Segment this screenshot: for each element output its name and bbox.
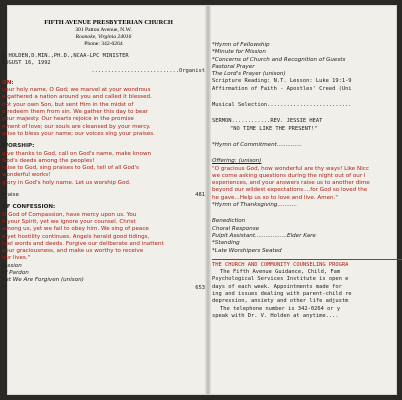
counseling-text-line: ing and issues dealing with parent-child re — [212, 291, 352, 298]
counseling-box — [212, 259, 402, 320]
hymn-row — [2, 285, 205, 292]
worship-label: WORSHIP: — [2, 143, 35, 150]
affirmation-line: Affirmation of Faith - Apostles' Creed (Uni — [212, 85, 352, 92]
confession-text-line: our lives." — [2, 255, 31, 262]
commitment-hymn-line: *Hymn of Commitment.............. — [212, 141, 302, 148]
confession-text-line: e yet hostility continues. Angels herald good tidings, — [2, 233, 150, 240]
page-fold — [205, 6, 211, 394]
left-panel — [2, 6, 205, 394]
counseling-text-line: depression, anxiety and other life adjustm — [212, 298, 349, 305]
worship-text-line: raise to God, sing praises to God, tell of all God's — [2, 165, 139, 172]
sermon-title: "NO TIME LIKE THE PRESENT!" — [230, 125, 318, 132]
minister-line: E HOLDEN,D.MIN.,PH.D.,NCAA-LPC MINISTER — [2, 53, 129, 59]
offering-text-line: he gave...Help us so to love and live. Amen." — [212, 194, 338, 201]
choral-response-label: Choral Response — [212, 225, 260, 232]
pulpit-assistant-line: Pulpit Assistant..................Elder Kare — [212, 232, 316, 239]
confession-text-line: among us, yet we fail to obey him. We sing of peace — [2, 226, 149, 233]
confession-text-line: ruel words and deeds. Forgive our deliberate and inattent — [2, 240, 164, 247]
benediction-label: Benediction — [212, 218, 246, 225]
order-item: Pastoral Prayer — [212, 63, 255, 70]
church-name: FIFTH AVENUE PRESBYTERIAN CHURCH — [44, 19, 173, 26]
worship-text-line: God's deeds among the peoples! — [2, 157, 95, 164]
hymn-number: 653 — [195, 284, 205, 291]
forgiven-label: rist We Are Forgiven (unison) — [2, 277, 84, 284]
praise-hymn-row — [2, 192, 205, 199]
confession-label: OF CONFESSION: — [2, 204, 56, 211]
bulletin-page — [2, 6, 396, 394]
confession-text-line: O God of Compassion, have mercy upon us. You — [2, 211, 137, 218]
worship-text-line: give thanks to God, call on God's name, make known — [2, 150, 152, 157]
order-item: *Hymn of Fellowship — [212, 42, 270, 48]
musical-selection-line: Musical Selection.......................... — [212, 102, 352, 109]
sermon-line: SERMON............REV. JESSIE HEAT — [212, 118, 323, 125]
thanksgiving-hymn-line: *Hymn of Thanksgiving........... — [212, 202, 297, 209]
organist-line: ...........................Organist — [91, 67, 205, 74]
praise-number: 481 — [195, 192, 205, 199]
pardon-label: of Pardon — [2, 270, 29, 277]
counseling-title: THE CHURCH AND COMMUNITY COUNSELING PROGRA — [212, 261, 349, 268]
offering-text-line: we come asking questions during the night out of our l — [212, 172, 366, 179]
assurance-label: fession — [2, 262, 22, 269]
offering-label: Offering: (unison) — [212, 158, 262, 165]
worship-text-line: glory in God's holy name. Let us worship God. — [2, 179, 131, 186]
call-text-line: ement of love; our souls are cleansed by your mercy. — [2, 123, 151, 130]
counseling-text-line: Psychological Services Institute is open e — [212, 276, 349, 283]
offering-text-line: "O gracious God, how wonderful are thy ways! Like Nicc — [212, 165, 369, 172]
offering-text-line: experiences, and your answers raise us to another dime — [212, 180, 370, 187]
bulletin-date: AUGUST 16, 1992 — [2, 60, 51, 67]
right-panel — [212, 6, 402, 394]
standing-note: *Standing — [212, 240, 240, 247]
call-text-line: o redeem them from sin. We gather this day to bear — [2, 109, 149, 116]
counseling-text-line: The Fifth Avenue Guidance, Child, Fam — [220, 269, 341, 276]
counseling-text-line: days of each week. Appointments made for — [212, 283, 342, 290]
call-text-line: your holy name, O God; we marvel at your wondrous — [2, 87, 151, 94]
church-address-1: 301 Patton Avenue, N.W. — [75, 27, 132, 33]
call-text-line: e gathered a nation around you and called it blessed. — [2, 94, 152, 101]
praise-label: Praise — [2, 192, 19, 199]
counseling-text-line: speak with Dr. V. Holden at anytime.... — [212, 312, 339, 319]
order-item: *Minute for Mission — [212, 49, 266, 56]
counseling-text-line: The telephone number is 342-0264 or y — [220, 305, 341, 312]
scripture-line: Scripture Reading: N.T. Lesson: Luke 19:1-9 — [212, 78, 352, 85]
hymn-label: rt — [2, 284, 7, 291]
call-label: ON: — [2, 79, 14, 86]
order-item: *Concerns of Church and Recognition of Guests — [212, 56, 346, 63]
offering-text-line: beyond our wildest expectations....for God so loved the — [212, 187, 368, 194]
church-address-2: Roanoke, Virginia 24016 — [75, 34, 132, 40]
confession-text-line: h your Spirit, yet we ignore your counsel. Christ — [2, 218, 136, 225]
confession-text-line: your graciousness, and make us worthy to receive — [2, 248, 144, 255]
order-item: The Lord's Prayer (unison) — [212, 71, 286, 78]
church-phone: Phone: 342-0264 — [84, 41, 123, 47]
call-text-line: your majesty. Our hearts rejoice in the promise — [2, 116, 134, 123]
worship-text-line: wonderful works! — [2, 172, 51, 179]
latecomers-note: *Late Worshipers Seated — [212, 247, 282, 254]
call-text-line: arise to bless your name; our voices sing your praises. — [2, 130, 155, 137]
call-text-line: not your own Son, but sent Him in the midst of — [2, 101, 134, 108]
